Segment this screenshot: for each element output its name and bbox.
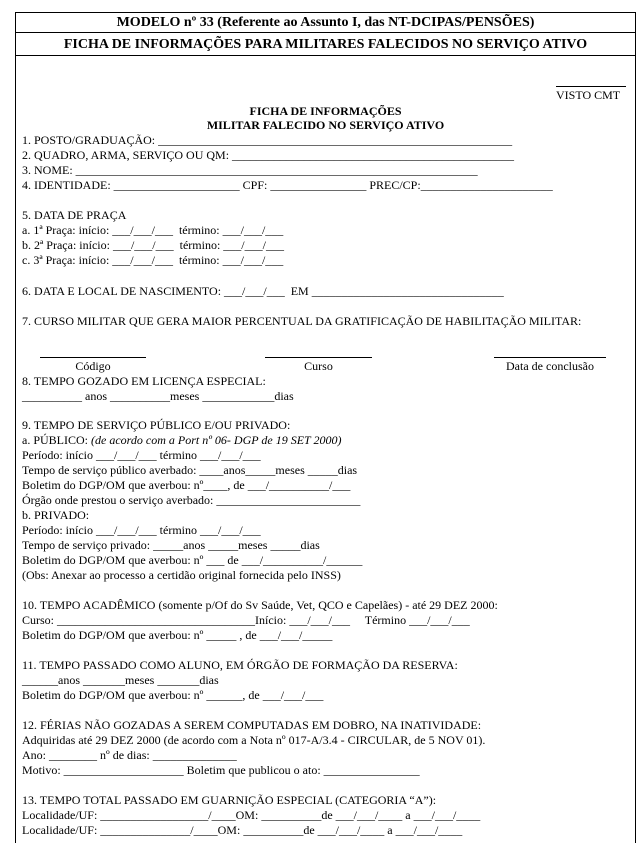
field-nascimento: 6. DATA E LOCAL DE NASCIMENTO: ___/___/___ EM ________________________________ bbox=[22, 284, 504, 298]
publico-label: a. PÚBLICO: bbox=[22, 433, 91, 447]
field-ferias-adquiridas: Adquiridas até 29 DEZ 2000 (de acordo com a Nota nº 017-A/3.4 - CIRCULAR, de 5 NOV 01). bbox=[22, 733, 486, 747]
field-academico-curso: Curso: _________________________________Início: ___/___/___ Término ___/___/___ bbox=[22, 613, 470, 627]
field-academico-boletim: Boletim do DGP/OM que averbou: nº _____ , de ___/___/_____ bbox=[22, 628, 333, 642]
field-publico-heading bbox=[22, 433, 341, 448]
field-aluno-boletim: Boletim do DGP/OM que averbou: nº ______, de ___/___/___ bbox=[22, 688, 324, 702]
field-licenca-tempo: __________ anos __________meses ____________dias bbox=[22, 389, 294, 403]
publico-note: (de acordo com a Port nº 06- DGP de 19 SET 2000) bbox=[91, 433, 342, 447]
field-aluno-tempo: ______anos _______meses _______dias bbox=[22, 673, 219, 687]
form-subtitle: FICHA DE INFORMAÇÕES PARA MILITARES FALECIDOS NO SERVIÇO ATIVO bbox=[15, 32, 636, 56]
codigo-line bbox=[40, 357, 146, 358]
field-publico-orgao: Órgão onde prestou o serviço averbado: ________________________ bbox=[22, 493, 361, 507]
field-privado-obs: (Obs: Anexar ao processo a certidão original fornecida pelo INSS) bbox=[22, 568, 341, 582]
visto-cmt-label: VISTO CMT bbox=[556, 88, 621, 102]
field-privado-boletim: Boletim do DGP/OM que averbou: nº ___ de ___/__________/______ bbox=[22, 553, 363, 567]
field-praca-3: c. 3ª Praça: início: ___/___/___ término: ___/___/___ bbox=[22, 253, 284, 267]
curso-caption: Curso bbox=[304, 359, 333, 373]
field-praca-1: a. 1ª Praça: início: ___/___/___ término: ___/___/___ bbox=[22, 223, 284, 237]
section-curso-militar: 7. CURSO MILITAR QUE GERA MAIOR PERCENTUAL DA GRATIFICAÇÃO DE HABILITAÇÃO MILITAR: bbox=[22, 314, 582, 328]
field-identidade-cpf-prec: 4. IDENTIDADE: _____________________ CPF: ________________ PREC/CP:______________________ bbox=[22, 178, 553, 192]
field-publico-periodo: Período: início ___/___/___ término ___/___/___ bbox=[22, 448, 261, 462]
field-posto-graduacao: 1. POSTO/GRADUAÇÃO: ___________________________________________________________ bbox=[22, 133, 513, 147]
field-privado-tempo: Tempo de serviço privado: _____anos _____meses _____dias bbox=[22, 538, 320, 552]
section-tempo-servico: 9. TEMPO DE SERVIÇO PÚBLICO E/OU PRIVADO: bbox=[22, 418, 291, 432]
data-conclusao-line bbox=[494, 357, 606, 358]
field-privado-heading: b. PRIVADO: bbox=[22, 508, 90, 522]
visto-signature-line bbox=[556, 86, 626, 87]
field-publico-tempo: Tempo de serviço público averbado: ____anos_____meses _____dias bbox=[22, 463, 358, 477]
codigo-caption: Código bbox=[75, 359, 111, 373]
field-quadro-arma: 2. QUADRO, ARMA, SERVIÇO OU QM: _______________________________________________ bbox=[22, 148, 515, 162]
field-nome: 3. NOME: ___________________________________________________________________ bbox=[22, 163, 478, 177]
section-tempo-academico: 10. TEMPO ACADÊMICO (somente p/Of do Sv Saúde, Vet, QCO e Capelães) - até 29 DEZ 2000: bbox=[22, 598, 498, 612]
field-guarnicao-1: Localidade/UF: __________________/____OM: __________de ___/___/____ a ___/___/____ bbox=[22, 808, 481, 822]
form-title-line2: MILITAR FALECIDO NO SERVIÇO ATIVO bbox=[206, 118, 445, 132]
section-aluno-reserva: 11. TEMPO PASSADO COMO ALUNO, EM ÓRGÃO DE FORMAÇÃO DA RESERVA: bbox=[22, 658, 458, 672]
form-title-line1: FICHA DE INFORMAÇÕES bbox=[249, 104, 402, 118]
field-praca-2: b. 2ª Praça: início: ___/___/___ término: ___/___/___ bbox=[22, 238, 284, 252]
field-guarnicao-2: Localidade/UF: _______________/____OM: __________de ___/___/____ a ___/___/____ bbox=[22, 823, 463, 837]
curso-line bbox=[265, 357, 372, 358]
section-guarnicao-especial: 13. TEMPO TOTAL PASSADO EM GUARNIÇÃO ESPECIAL (CATEGORIA “A”): bbox=[22, 793, 437, 807]
field-privado-periodo: Período: início ___/___/___ término ___/___/___ bbox=[22, 523, 261, 537]
field-ferias-motivo: Motivo: ____________________ Boletim que publicou o ato: ________________ bbox=[22, 763, 420, 777]
model-header: MODELO nº 33 (Referente ao Assunto I, das NT-DCIPAS/PENSÕES) bbox=[15, 12, 636, 33]
field-publico-boletim: Boletim do DGP/OM que averbou: nº____, de ___/__________/___ bbox=[22, 478, 351, 492]
field-ferias-ano: Ano: ________ nº de dias: ______________ bbox=[22, 748, 237, 762]
section-data-praca: 5. DATA DE PRAÇA bbox=[22, 208, 127, 222]
section-licenca-especial: 8. TEMPO GOZADO EM LICENÇA ESPECIAL: bbox=[22, 374, 266, 388]
data-conclusao-caption: Data de conclusão bbox=[506, 359, 594, 373]
section-ferias: 12. FÉRIAS NÃO GOZADAS A SEREM COMPUTADAS EM DOBRO, NA INATIVIDADE: bbox=[22, 718, 482, 732]
